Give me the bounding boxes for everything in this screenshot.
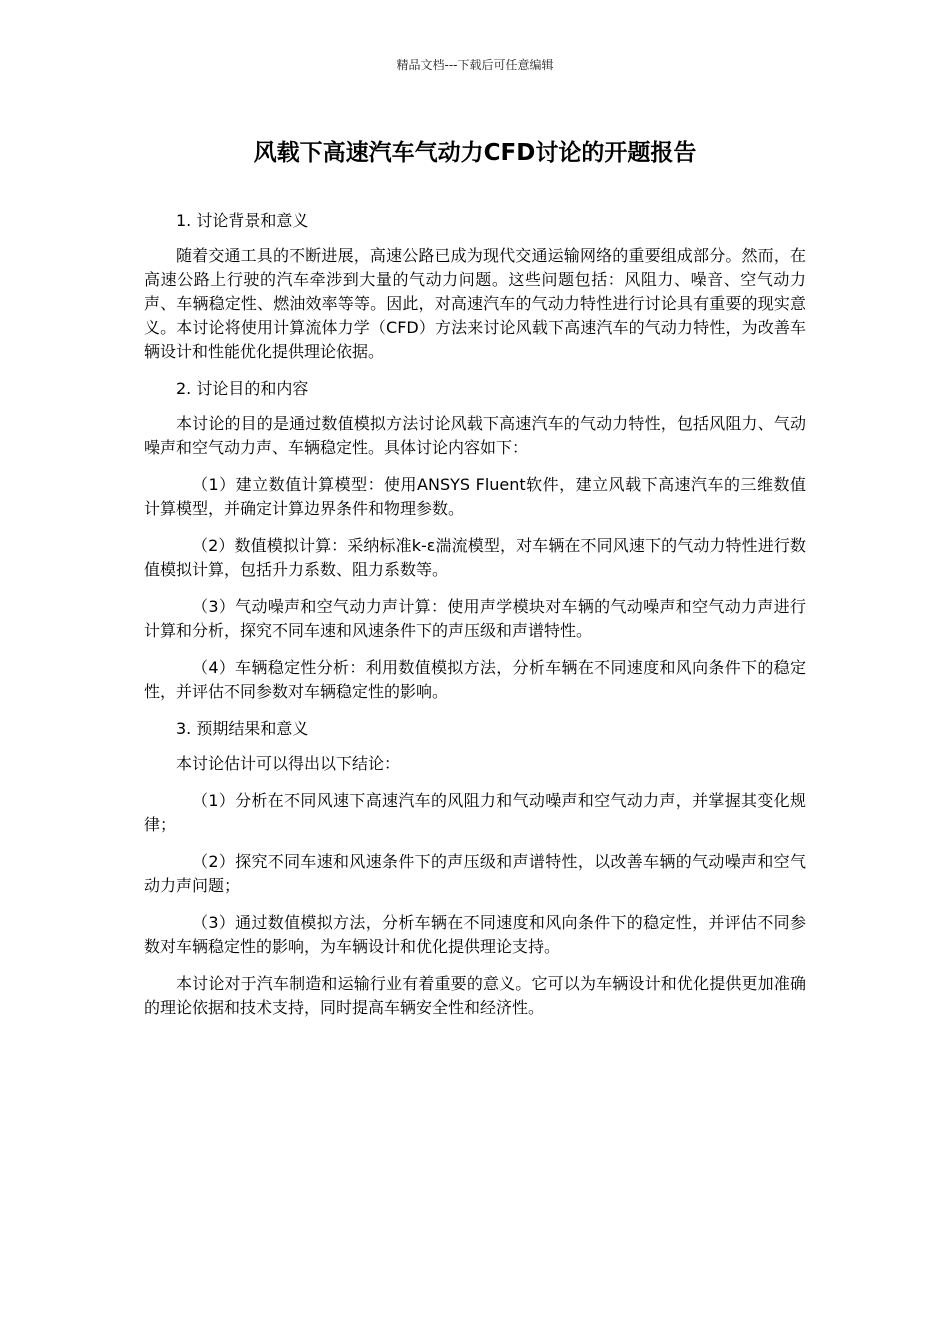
page-header: 精品文档---下载后可任意编辑 <box>396 58 554 72</box>
body-paragraph: 本讨论估计可以得出以下结论： <box>176 754 401 773</box>
list-item: （3）通过数值模拟方法，分析车辆在不同速度和风向条件下的稳定性，并评估不同参数对车辆稳定性的影响，为车辆设计和优化提供理论支持。 <box>144 913 806 956</box>
list-item: （2）数值模拟计算：采纳标准k-ε湍流模型，对车辆在不同风速下的气动力特性进行数值模拟计算，包括升力系数、阻力系数等。 <box>144 536 806 579</box>
body-paragraph: 随着交通工具的不断进展，高速公路已成为现代交通运输网络的重要组成部分。然而，在高速公路上行驶的汽车牵涉到大量的气动力问题。这些问题包括：风阻力、噪音、空气动力声、车辆稳定性、燃油效率等等。因此，对高速汽车的气动力特性进行讨论具有重要的现实意义。本讨论将使用计算流体力学（CFD）方法来讨论风载下高速汽车的气动力特性，为改善车辆设计和性能优化提供理论依据。 <box>144 246 806 361</box>
document-body <box>144 209 806 1033</box>
list-item: （3）气动噪声和空气动力声计算：使用声学模块对车辆的气动噪声和空气动力声进行计算和分析，探究不同车速和风速条件下的声压级和声谱特性。 <box>144 597 806 640</box>
list-item: （1）分析在不同风速下高速汽车的风阻力和气动噪声和空气动力声，并掌握其变化规律； <box>144 791 806 834</box>
section-heading: 1. 讨论背景和意义 <box>176 211 309 230</box>
section-heading: 2. 讨论目的和内容 <box>176 379 309 398</box>
document-title: 风载下高速汽车气动力CFD讨论的开题报告 <box>253 140 697 166</box>
section-heading: 3. 预期结果和意义 <box>176 719 309 738</box>
list-item: （1）建立数值计算模型：使用ANSYS Fluent软件，建立风载下高速汽车的三维数值计算模型，并确定计算边界条件和物理参数。 <box>144 475 806 518</box>
body-paragraph: 本讨论对于汽车制造和运输行业有着重要的意义。它可以为车辆设计和优化提供更加准确的理论依据和技术支持，同时提高车辆安全性和经济性。 <box>144 974 806 1017</box>
body-paragraph: 本讨论的目的是通过数值模拟方法讨论风载下高速汽车的气动力特性，包括风阻力、气动噪声和空气动力声、车辆稳定性。具体讨论内容如下： <box>144 414 806 457</box>
list-item: （2）探究不同车速和风速条件下的声压级和声谱特性，以改善车辆的气动噪声和空气动力声问题； <box>144 852 806 895</box>
list-item: （4）车辆稳定性分析：利用数值模拟方法，分析车辆在不同速度和风向条件下的稳定性，并评估不同参数对车辆稳定性的影响。 <box>144 658 806 701</box>
